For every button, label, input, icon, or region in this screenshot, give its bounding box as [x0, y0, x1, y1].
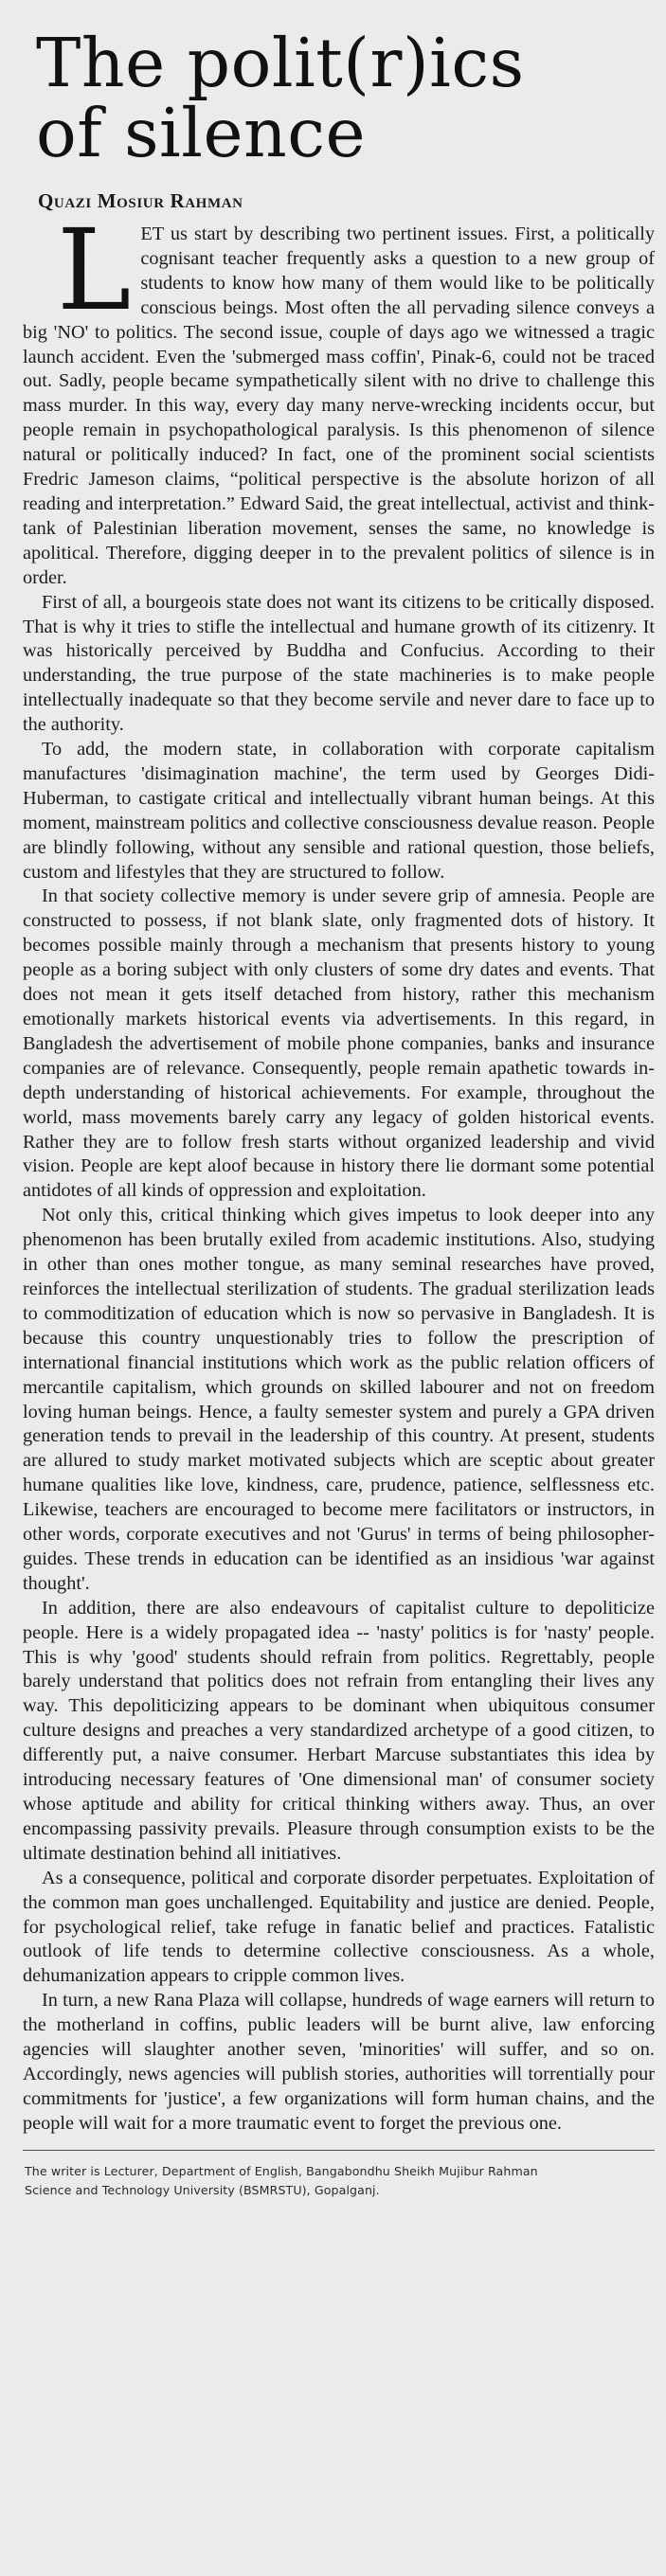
- footnote-line-2: Science and Technology University (BSMRSTU), Gopalganj.: [25, 2182, 380, 2197]
- headline-line-2: of silence: [36, 94, 366, 172]
- headline: [36, 24, 655, 172]
- paragraph-3: To add, the modern state, in collaboration with corporate capitalism manufactures 'disimagination machine', the term used by Georges Didi-Huberman, to castigate critical and intellectually vibrant human beings. At this moment, mainstream politics and collective consciousness devalue reason. People are blindly following, without any sensible and rational question, those beliefs, custom and lifestyles that they are structured to follow.: [23, 739, 655, 883]
- byline: Quazi Mosiur Rahman: [38, 189, 243, 212]
- footnote-line-1: The writer is Lecturer, Department of English, Bangabondhu Sheikh Mujibur Rahman: [25, 2163, 538, 2178]
- article-body: [23, 205, 655, 2137]
- paragraph-6: In addition, there are also endeavours of capitalist culture to depoliticize people. Here is a widely propagated idea -- 'nasty' politics is for 'nasty' people. This is why 'good' students should refrain from politics. Regrettably, people barely understand that politics does not refrain from entangling their lives any way. This depoliticizing appears to be dominant when ubiquitous consumer culture designs and preaches a very standardized archetype of a good citizen, to differently put, a naive consumer. Herbart Marcuse substantiates this idea by introducing necessary features of 'One dimensional man' of consumer society whose aptitude and ability for critical thinking withers away. Thus, an over encompassing passivity prevails. Pleasure through consumption exists to be the ultimate destination behind all initiatives.: [23, 1597, 655, 1864]
- paragraph-8: In turn, a new Rana Plaza will collapse, hundreds of wage earners will return to the motherland in coffins, public leaders will be burnt alive, law enforcing agencies will slaughter another seven, 'minorities' will suffer, and so on. Accordingly, news agencies will publish stories, authorities will torrentially pour commitments for 'justice', a few organizations will form human chains, and the people will wait for a more traumatic event to forget the previous one.: [23, 1990, 655, 2134]
- paragraph-2: First of all, a bourgeois state does not want its citizens to be critically disposed. That is why it tries to stifle the intellectual and humane growth of its citizenry. It was historically perceived by Buddha and Confucius. According to their understanding, the true purpose of the state machineries is to make people intellectually inadequate so that they become servile and never dare to face up to the authority.: [23, 591, 655, 736]
- paragraph-5: Not only this, critical thinking which gives impetus to look deeper into any phenomenon has been brutally exiled from academic institutions. Also, studying in other than ones mother tongue, as many seminal researches have proved, reinforces the intellectual sterilization of students. The gradual sterilization leads to commoditization of education which is now so pervasive in Bangladesh. It is because this country unquestionably tries to follow the prescription of international financial institutions which work as the public relation officers of mercantile capitalism, which grounds on skilled labourer and not on freedom loving human beings. Hence, a faulty semester system and purely a GPA driven generation tends to prevail in the leadership of this country. At present, students are allured to study market motivated subjects which are sceptic about greater humane qualities like love, kindness, care, prudence, patience, selflessness etc. Likewise, teachers are encouraged to become mere facilitators or instructors, in other words, corporate executives and not 'Gurus' in terms of being philosopher-guides. These trends in education can be identified as an insidious 'war against thought'.: [23, 1205, 655, 1594]
- paragraph-1: [23, 205, 655, 591]
- paragraph-4: In that society collective memory is under severe grip of amnesia. People are constructed to possess, if not blank slate, only fragmented dots of history. It becomes possible mainly through a mechanism that presents history to young people as a boring subject with only clusters of some dry dates and events. That does not mean it gets itself detached from history, rather this mechanism emotionally markets historical events via advertisements. In this regard, in Bangladesh the advertisement of mobile phone companies, banks and insurance companies are of relevance. Consequently, people remain apathetic towards in-depth understanding of historical achievements. For example, throughout the world, mass movements barely carry any legacy of golden historical events. Rather they are to follow fresh starts without organized leadership and vivid vision. People are kept aloof because in history there lie dormant some potential antidotes of all kinds of oppression and exploitation.: [23, 886, 655, 1202]
- paragraph-1-text: ET us start by describing two pertinent issues. First, a politically cognisant teacher frequently asks a question to a new group of students to know how many of them would like to be politically conscious beings. Most often the all pervading silence conveys a big 'NO' to politics. The second issue, couple of days ago we witnessed a tragic launch accident. Even the 'submerged mass coffin', Pinak-6, could not be traced out. Sadly, people became sympathetically silent with no drive to challenge this mass murder. In this way, every day many nerve-wrecking incidents occur, but people remain in psychopathological paralysis. Is this phenomenon of silence natural or politically induced? In fact, one of the prominent social scientists Fredric Jameson claims, “political perspective is the absolute horizon of all reading and interpretation.” Edward Said, the great intellectual, activist and think-tank of Palestinian liberation movement, senses the same, no knowledge is apolitical. Therefore, digging deeper in to the prevalent politics of silence is in order.: [23, 224, 655, 588]
- footnote-divider: [23, 2150, 655, 2151]
- paragraph-7: As a consequence, political and corporate disorder perpetuates. Exploitation of the common man goes unchallenged. Equitability and justice are denied. People, for psychological relief, take refuge in fanatic belief and practices. Fatalistic outlook of life tends to determine collective consciousness. As a whole, dehumanization appears to cripple common lives.: [23, 1867, 655, 1987]
- author-footnote: [25, 2162, 655, 2200]
- headline-line-1: The polit(r)ics: [36, 24, 525, 102]
- drop-cap: L: [57, 205, 132, 335]
